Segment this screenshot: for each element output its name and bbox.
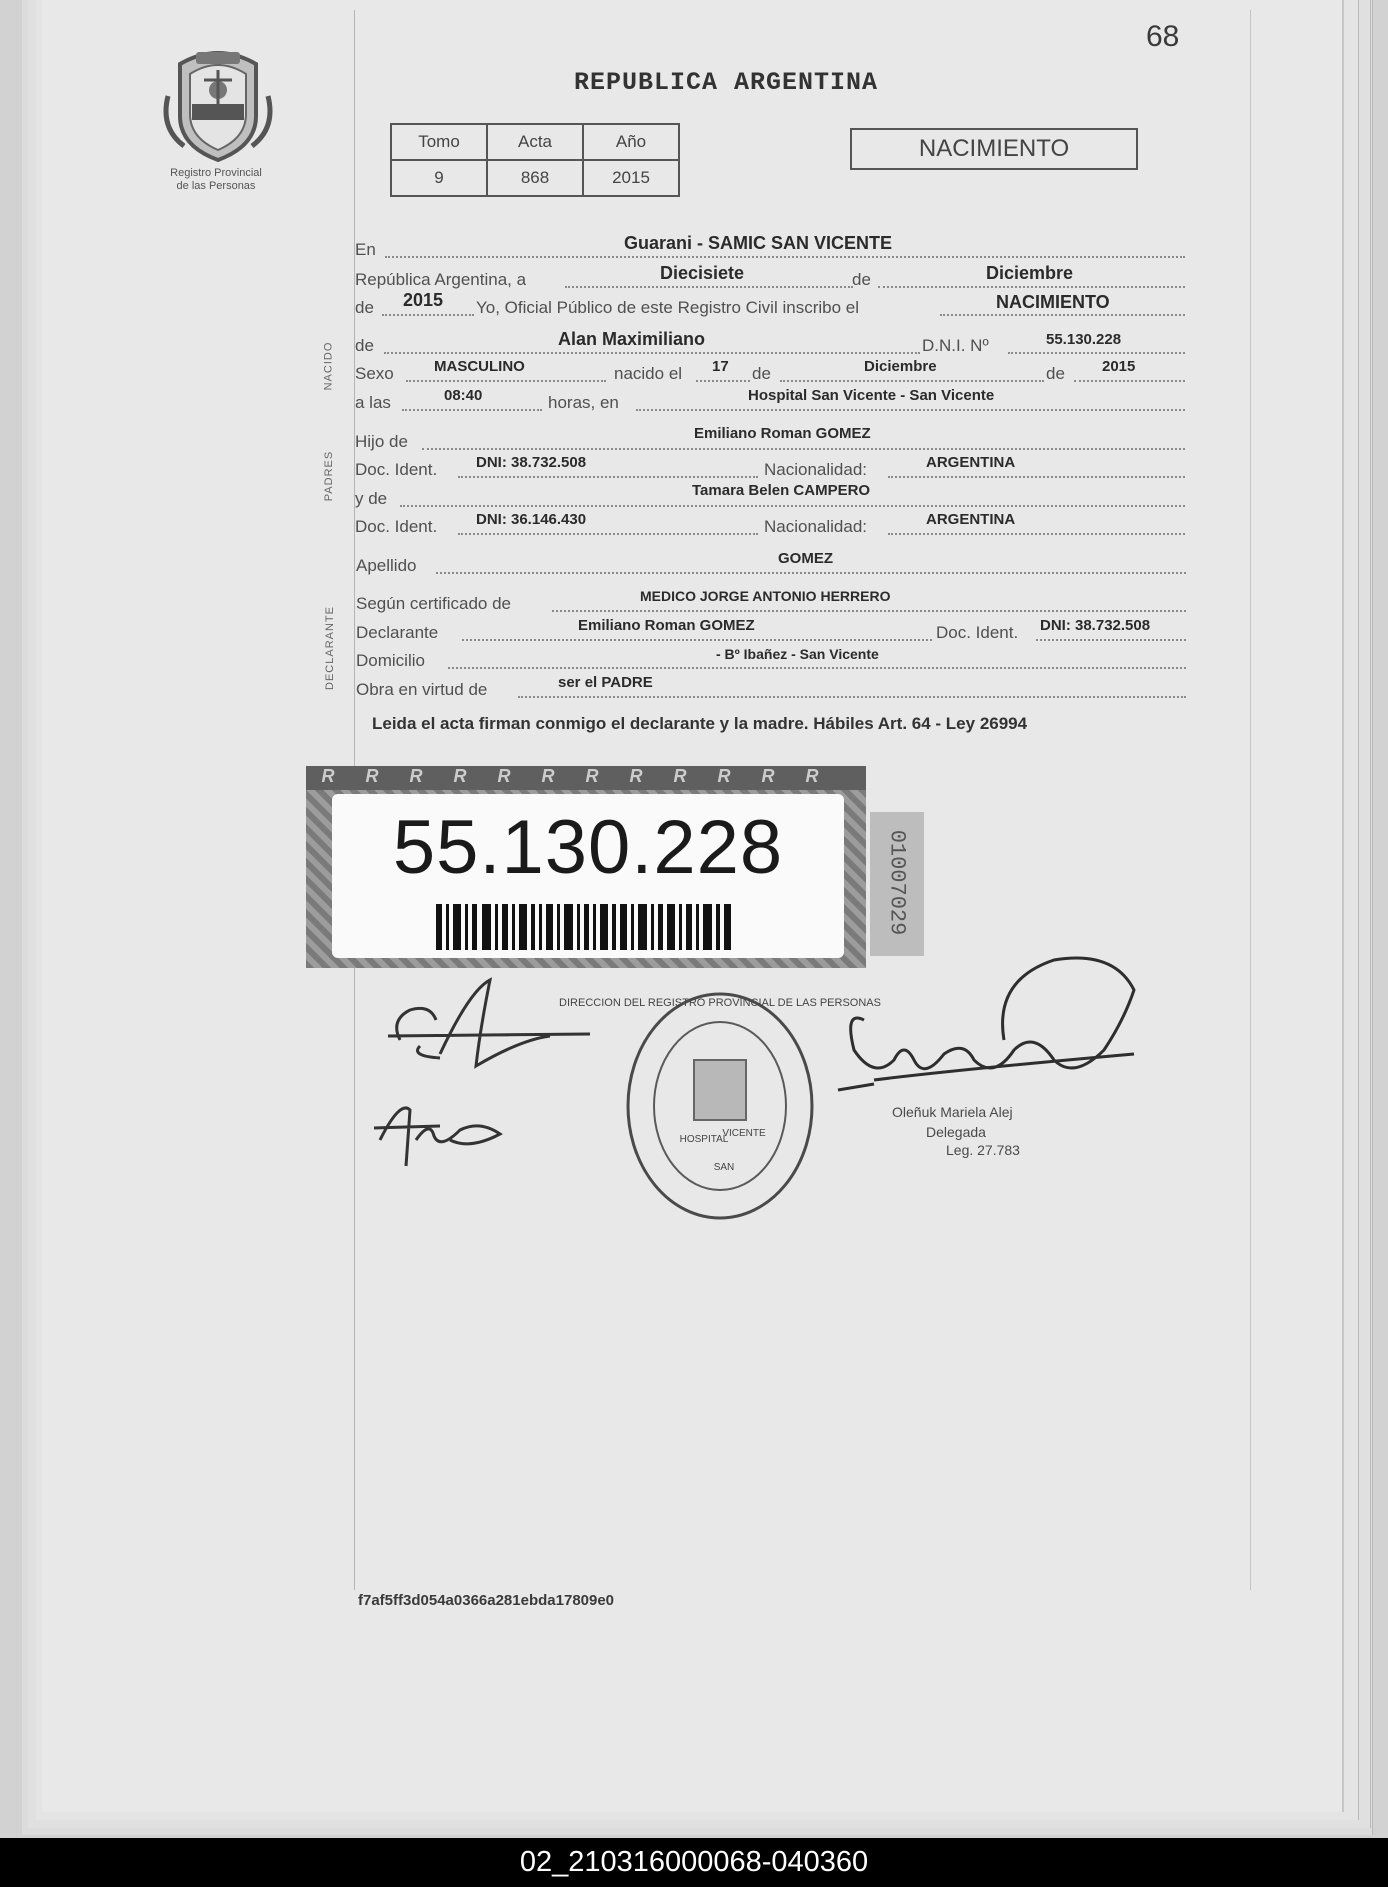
seal-label-panel <box>332 794 844 958</box>
birth-day-value: 17 <box>712 358 729 375</box>
mother-name-value: Tamara Belen CAMPERO <box>692 482 871 499</box>
dotted-line <box>458 533 758 535</box>
dotted-line <box>1008 352 1185 354</box>
dotted-line <box>406 380 606 382</box>
officer-name: Oleñuk Mariela Alej <box>892 1104 1013 1120</box>
emblem-caption <box>148 167 284 193</box>
dotted-line <box>518 696 1186 698</box>
mother-doc-value: DNI: 36.146.430 <box>476 511 587 528</box>
stamp-center-text: HOSPITAL <box>679 1134 729 1145</box>
barcode-icon <box>436 904 736 950</box>
field-label: Apellido <box>356 556 417 575</box>
field-label: Yo, Oficial Público de este Registro Civil inscribo el <box>476 298 859 317</box>
security-seal-label <box>306 766 866 968</box>
month-value: Diciembre <box>986 263 1074 283</box>
dotted-line <box>888 533 1185 535</box>
declarante-value: Emiliano Roman GOMEZ <box>578 617 755 634</box>
dotted-line <box>1074 380 1185 382</box>
stamp-center-text: VICENTE <box>722 1128 766 1139</box>
father-name-value: Emiliano Roman GOMEZ <box>694 425 871 442</box>
field-label: Según certificado de <box>356 594 511 613</box>
closing-note: Leida el acta firman conmigo el declarante y la madre. Hábiles Art. 64 - Ley 26994 <box>372 714 1028 733</box>
table-header: Año <box>583 124 679 160</box>
field-label: Obra en virtud de <box>356 680 488 699</box>
seal-glyph: R <box>629 766 643 786</box>
field-label: de <box>1046 364 1065 383</box>
field-label: Nacionalidad: <box>764 517 868 536</box>
seal-glyph: R <box>321 766 335 786</box>
father-nationality-value: ARGENTINA <box>926 454 1016 471</box>
document-title: REPUBLICA ARGENTINA <box>574 68 879 97</box>
field-label: Doc. Ident. <box>355 460 438 479</box>
field-label: Doc. Ident. <box>355 517 438 536</box>
dotted-line <box>436 572 1186 574</box>
seal-header-pattern <box>306 766 866 790</box>
dotted-line <box>382 314 474 316</box>
side-label-declarante: DECLARANTE <box>323 606 336 690</box>
page-number: 68 <box>1146 20 1180 53</box>
birth-month-value: Diciembre <box>864 358 937 375</box>
field-label: Sexo <box>355 364 394 383</box>
province-emblem-icon <box>162 46 274 164</box>
child-dni-value: 55.130.228 <box>1046 331 1122 348</box>
side-label-nacido: NACIDO <box>322 341 335 391</box>
field-label: horas, en <box>548 393 619 412</box>
domicilio-value: - Bº Ibañez - San Vicente <box>716 646 879 662</box>
dotted-line <box>402 409 542 411</box>
seal-glyph: R <box>365 766 379 786</box>
act-type-box: NACIMIENTO <box>850 128 1138 170</box>
officer-title: Delegada <box>926 1124 986 1140</box>
registry-table <box>390 123 680 197</box>
seal-glyph: R <box>497 766 511 786</box>
father-doc-value: DNI: 38.732.508 <box>476 454 587 471</box>
dotted-line <box>552 610 1186 612</box>
birth-time-value: 08:40 <box>444 387 483 404</box>
seal-glyph: R <box>409 766 423 786</box>
mother-nationality-value: ARGENTINA <box>926 511 1016 528</box>
certificado-value: MEDICO JORGE ANTONIO HERRERO <box>640 588 891 604</box>
sexo-value: MASCULINO <box>434 358 525 375</box>
field-label: nacido el <box>614 364 683 383</box>
document-hash: f7af5ff3d054a0366a281ebda17809e0 <box>358 1592 615 1609</box>
officer-legajo: Leg. 27.783 <box>946 1142 1020 1158</box>
dotted-line <box>458 476 758 478</box>
dotted-line <box>696 380 750 382</box>
field-label: República Argentina, a <box>355 270 527 289</box>
officer-signature-icon <box>834 950 1154 1130</box>
act-inscribed-value: NACIMIENTO <box>996 292 1110 312</box>
table-cell: 9 <box>391 160 487 196</box>
stamp-center-text: SAN <box>713 1162 735 1173</box>
emblem-caption-line: de las Personas <box>176 180 256 192</box>
dotted-line <box>462 639 932 641</box>
birth-place-value: Hospital San Vicente - San Vicente <box>748 387 995 404</box>
official-stamp-icon <box>559 986 881 1226</box>
side-label-padres: PADRES <box>323 450 336 502</box>
obra-value: ser el PADRE <box>558 674 653 691</box>
field-label: a las <box>355 393 391 412</box>
dotted-line <box>636 409 1185 411</box>
dotted-line <box>448 667 1186 669</box>
field-label: Domicilio <box>356 651 425 670</box>
dotted-line <box>385 256 1185 258</box>
dotted-line <box>384 352 920 354</box>
day-words-value: Diecisiete <box>660 263 745 283</box>
field-label: de <box>752 364 771 383</box>
year-value: 2015 <box>403 290 444 310</box>
dotted-line <box>940 314 1185 316</box>
serial-number: 01007029 <box>884 829 910 936</box>
seal-glyph: R <box>805 766 819 786</box>
birth-year-value: 2015 <box>1102 358 1136 375</box>
field-label: Nacionalidad: <box>764 460 868 479</box>
field-label: Hijo de <box>355 432 408 451</box>
footer-id-bar: 02_210316000068-040360 <box>0 1838 1388 1887</box>
declarante-doc-value: DNI: 38.732.508 <box>1040 617 1151 634</box>
dotted-line <box>565 286 853 288</box>
dotted-line <box>888 476 1185 478</box>
field-label: Doc. Ident. <box>936 623 1019 642</box>
field-label: D.N.I. Nº <box>922 336 989 355</box>
table-cell: 868 <box>487 160 583 196</box>
emblem-caption-line: Registro Provincial <box>170 167 262 179</box>
field-label: y de <box>355 489 388 508</box>
seal-glyph: R <box>541 766 555 786</box>
seal-glyph: R <box>717 766 731 786</box>
seal-glyph: R <box>761 766 775 786</box>
dotted-line <box>780 380 1044 382</box>
stamp-ring-text: DIRECCION DEL REGISTRO PROVINCIAL DE LAS PERSONAS <box>559 997 881 1009</box>
serial-strip <box>870 812 924 956</box>
field-label: de <box>852 270 871 289</box>
declarante-signature-icon <box>380 970 660 1080</box>
dotted-line <box>878 286 1185 288</box>
seal-number: 55.130.228 <box>392 805 784 890</box>
seal-glyph: R <box>453 766 467 786</box>
margin-rule <box>1250 10 1251 1590</box>
table-header: Acta <box>487 124 583 160</box>
dotted-line <box>1036 639 1186 641</box>
table-cell: 2015 <box>583 160 679 196</box>
dotted-line <box>400 505 1185 507</box>
field-label: de <box>355 336 374 355</box>
dotted-line <box>422 448 1185 450</box>
mother-signature-icon <box>370 1090 520 1170</box>
seal-glyph: R <box>585 766 599 786</box>
child-name-value: Alan Maximiliano <box>558 329 706 349</box>
seal-glyph: R <box>673 766 687 786</box>
field-label: En <box>355 240 376 259</box>
place-value: Guarani - SAMIC SAN VICENTE <box>624 233 893 253</box>
field-label: de <box>355 298 374 317</box>
apellido-value: GOMEZ <box>778 550 833 567</box>
field-label: Declarante <box>356 623 439 642</box>
table-header: Tomo <box>391 124 487 160</box>
